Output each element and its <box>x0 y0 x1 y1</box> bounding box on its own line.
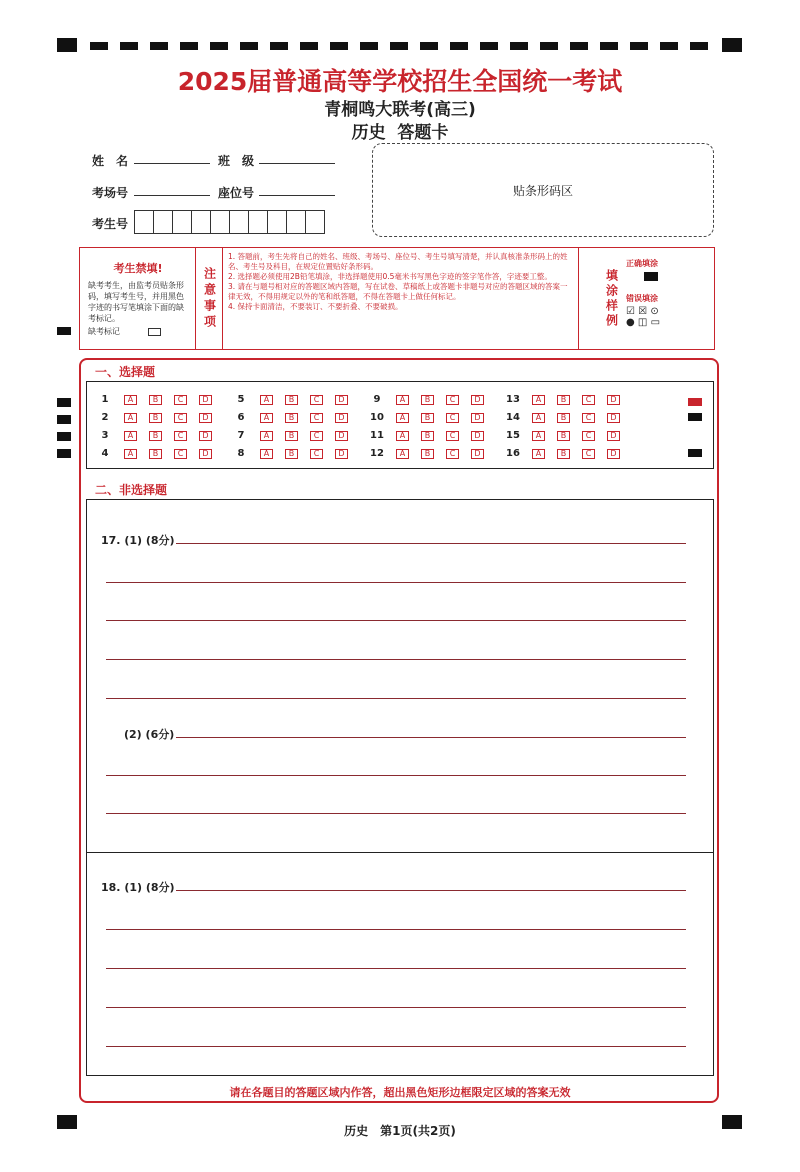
q17-part2-label: (2) (6分) <box>124 728 175 741</box>
wrong-fill-symbol: ⊙ <box>650 306 659 317</box>
option-bubble[interactable]: C <box>174 413 187 423</box>
page-number: 历史 第1页(共2页) <box>344 1124 456 1138</box>
option-bubble[interactable]: D <box>199 449 212 459</box>
writing-line <box>106 813 686 814</box>
option-bubble[interactable]: D <box>199 395 212 405</box>
writing-line <box>176 543 686 544</box>
timing-mark <box>57 327 71 335</box>
question-number: 4 <box>101 448 109 459</box>
exam-subtitle: 青桐鸣大联考(高三) <box>324 100 476 120</box>
option-bubble[interactable]: C <box>582 449 595 459</box>
option-bubble[interactable]: A <box>532 413 545 423</box>
wrong-fill-symbol: ☑ <box>626 306 635 317</box>
question-row <box>370 412 484 423</box>
notice-title: 注意事项 <box>202 266 217 331</box>
option-bubble[interactable]: D <box>607 395 620 405</box>
absent-text: 缺考考生，由监考员贴条形码，填写考生号，并用黑色字迹的书写笔填涂下面的缺考标记。 <box>88 281 184 323</box>
option-bubble[interactable]: D <box>607 413 620 423</box>
option-bubble[interactable]: D <box>199 431 212 441</box>
card-title: 历史 答题卡 <box>351 123 449 143</box>
question-row <box>370 394 484 405</box>
question-number: 13 <box>506 394 520 405</box>
option-bubble[interactable]: C <box>310 395 323 405</box>
question-number: 14 <box>506 412 520 423</box>
question-row <box>234 448 348 459</box>
barcode-area <box>372 143 714 237</box>
room-label: 考场号 <box>92 186 129 200</box>
timing-mark <box>688 449 702 457</box>
divider <box>578 248 579 349</box>
q18-answer-frame[interactable] <box>86 852 714 1076</box>
question-number: 15 <box>506 430 520 441</box>
option-bubble[interactable]: A <box>396 431 409 441</box>
option-bubble[interactable]: B <box>557 431 570 441</box>
option-bubble[interactable]: C <box>446 413 459 423</box>
student-id-label: 考生号 <box>92 217 129 231</box>
absent-mark-label: 缺考标记 <box>88 327 120 336</box>
option-bubble[interactable]: B <box>557 449 570 459</box>
corner-marker-top-left <box>57 38 77 52</box>
section1-title: 一、选择题 <box>95 365 156 379</box>
writing-line <box>106 775 686 776</box>
option-bubble[interactable]: C <box>582 431 595 441</box>
notice-items <box>228 248 574 349</box>
seat-label: 座位号 <box>218 186 255 200</box>
fill-sample-panel <box>626 248 712 349</box>
option-bubble[interactable]: B <box>285 431 298 441</box>
option-bubble[interactable]: C <box>446 431 459 441</box>
option-bubble[interactable]: A <box>396 449 409 459</box>
writing-line <box>176 890 686 891</box>
option-bubble[interactable]: C <box>310 413 323 423</box>
option-bubble[interactable]: B <box>421 431 434 441</box>
option-bubble[interactable]: B <box>421 395 434 405</box>
option-bubble[interactable]: C <box>446 395 459 405</box>
question-row <box>506 394 620 405</box>
writing-line <box>106 698 686 699</box>
timing-mark <box>57 415 71 424</box>
question-number: 12 <box>370 448 384 459</box>
option-bubble[interactable]: D <box>471 395 484 405</box>
writing-line <box>106 1046 686 1047</box>
option-bubble[interactable]: A <box>396 413 409 423</box>
question-row <box>98 430 212 441</box>
option-bubble[interactable]: A <box>260 413 273 423</box>
question-number: 3 <box>101 430 109 441</box>
option-bubble[interactable]: D <box>335 431 348 441</box>
multiple-choice-grid <box>98 394 658 464</box>
fill-sample-title: 填涂样例 <box>604 268 619 329</box>
question-number: 8 <box>237 448 245 459</box>
option-bubble[interactable]: D <box>607 431 620 441</box>
barcode-label: 贴条形码区 <box>512 183 573 198</box>
option-bubble[interactable]: A <box>396 395 409 405</box>
question-number: 1 <box>101 394 109 405</box>
question-number: 10 <box>370 412 384 423</box>
option-bubble[interactable]: B <box>285 395 298 405</box>
question-number: 16 <box>506 448 520 459</box>
writing-line <box>106 1007 686 1008</box>
option-bubble[interactable]: C <box>582 395 595 405</box>
writing-line <box>176 737 686 738</box>
question-number: 9 <box>373 394 381 405</box>
option-bubble[interactable]: D <box>607 449 620 459</box>
option-bubble[interactable]: D <box>335 395 348 405</box>
name-field[interactable] <box>134 152 210 164</box>
name-label: 姓 名 <box>92 154 129 168</box>
section2-title: 二、非选择题 <box>95 483 168 497</box>
option-bubble[interactable]: D <box>335 413 348 423</box>
option-bubble[interactable]: B <box>557 413 570 423</box>
option-bubble[interactable]: B <box>285 413 298 423</box>
question-row <box>370 430 484 441</box>
absent-mark-row <box>88 326 161 337</box>
divider <box>195 248 196 349</box>
absent-title: 考生禁填! <box>113 262 163 275</box>
option-bubble[interactable]: A <box>124 395 137 405</box>
notice-item: 2. 选择题必须使用2B铅笔填涂，非选择题使用0.5毫米书写黑色字迹的签字笔作答，字迹要工整。 <box>228 272 552 281</box>
writing-line <box>106 968 686 969</box>
question-row <box>370 448 484 459</box>
option-bubble[interactable]: A <box>260 395 273 405</box>
question-number: 2 <box>101 412 109 423</box>
option-bubble[interactable]: B <box>149 413 162 423</box>
option-bubble[interactable]: C <box>582 413 595 423</box>
notice-item: 4. 保持卡面清洁，不要装订、不要折叠、不要破损。 <box>228 302 403 311</box>
option-bubble[interactable]: D <box>199 413 212 423</box>
q17-part1-label: 17. (1) (8分) <box>101 534 175 547</box>
question-number: 5 <box>237 394 245 405</box>
question-row <box>98 448 212 459</box>
timing-track-top <box>90 42 710 50</box>
footer-note: 请在各题目的答题区域内作答，超出黑色矩形边框限定区域的答案无效 <box>229 1086 571 1099</box>
correct-fill-label: 正确填涂 <box>626 259 658 268</box>
option-bubble[interactable]: D <box>471 449 484 459</box>
option-bubble[interactable]: D <box>471 413 484 423</box>
timing-mark <box>688 398 702 406</box>
option-bubble[interactable]: D <box>335 449 348 459</box>
timing-mark <box>57 398 71 407</box>
option-bubble[interactable]: A <box>532 431 545 441</box>
room-field[interactable] <box>134 184 210 196</box>
option-bubble[interactable]: A <box>124 413 137 423</box>
option-bubble[interactable]: A <box>532 449 545 459</box>
question-number: 11 <box>370 430 384 441</box>
question-row <box>506 448 620 459</box>
option-bubble[interactable]: D <box>471 431 484 441</box>
notice-item: 1. 答题前，考生先将自己的姓名、班级、考场号、座位号、考生号填写清楚，并认真核准条形码上的姓名、考生号及科目，在规定位置贴好条形码。 <box>228 252 568 271</box>
option-bubble[interactable]: B <box>149 395 162 405</box>
wrong-fill-symbol: ▭ <box>650 317 661 328</box>
option-bubble[interactable]: C <box>310 431 323 441</box>
option-bubble[interactable]: A <box>124 449 137 459</box>
question-number: 6 <box>237 412 245 423</box>
question-row <box>234 394 348 405</box>
corner-marker-top-right <box>722 38 742 52</box>
option-bubble[interactable]: C <box>310 449 323 459</box>
writing-line <box>106 620 686 621</box>
class-label: 班 级 <box>218 154 255 168</box>
wrong-fill-label: 错误填涂 <box>626 294 658 303</box>
option-bubble[interactable]: B <box>285 449 298 459</box>
wrong-fill-samples <box>626 306 686 328</box>
question-row <box>98 412 212 423</box>
question-row <box>98 394 212 405</box>
correct-fill-mark <box>644 272 658 281</box>
option-bubble[interactable]: C <box>174 395 187 405</box>
question-row <box>234 430 348 441</box>
notice-panel <box>79 247 715 350</box>
option-bubble[interactable]: B <box>421 449 434 459</box>
absent-mark-box[interactable] <box>148 328 161 336</box>
notice-item: 3. 请在与题号相对应的答题区域内答题，写在试卷、草稿纸上或答题卡非题号对应的答题区域的答案一律无效，不得用规定以外的笔和纸答题，不得在答题卡上做任何标记。 <box>228 282 568 301</box>
timing-mark <box>688 413 702 421</box>
wrong-fill-symbol: ☒ <box>638 306 648 317</box>
student-id-boxes[interactable] <box>134 210 324 234</box>
q18-part1-label: 18. (1) (8分) <box>101 881 175 894</box>
option-bubble[interactable]: B <box>149 431 162 441</box>
exam-title: 2025届普通高等学校招生全国统一考试 <box>177 67 623 96</box>
question-row <box>234 412 348 423</box>
writing-line <box>106 659 686 660</box>
wrong-fill-symbol: ● <box>626 317 635 328</box>
q17-answer-frame[interactable] <box>86 499 714 853</box>
option-bubble[interactable]: A <box>124 431 137 441</box>
timing-mark <box>57 449 71 458</box>
timing-mark <box>57 432 71 441</box>
question-number: 7 <box>237 430 245 441</box>
writing-line <box>106 582 686 583</box>
option-bubble[interactable]: C <box>446 449 459 459</box>
seat-field[interactable] <box>259 184 335 196</box>
option-bubble[interactable]: C <box>174 431 187 441</box>
divider <box>222 248 223 349</box>
wrong-fill-symbol: ◫ <box>637 317 648 328</box>
option-bubble[interactable]: A <box>260 449 273 459</box>
option-bubble[interactable]: B <box>149 449 162 459</box>
class-field[interactable] <box>259 152 335 164</box>
option-bubble[interactable]: A <box>532 395 545 405</box>
option-bubble[interactable]: A <box>260 431 273 441</box>
absent-section <box>84 248 192 349</box>
question-row <box>506 430 620 441</box>
option-bubble[interactable]: B <box>421 413 434 423</box>
option-bubble[interactable]: C <box>174 449 187 459</box>
writing-line <box>106 929 686 930</box>
question-row <box>506 412 620 423</box>
option-bubble[interactable]: B <box>557 395 570 405</box>
